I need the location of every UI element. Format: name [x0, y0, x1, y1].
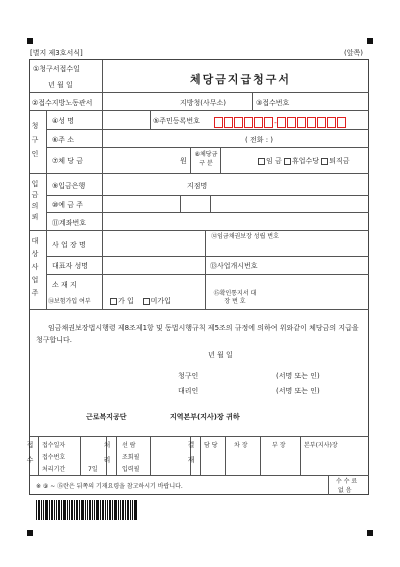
claimant-section-label: 청구인: [31, 121, 39, 164]
processing-deadline-value: 7일: [88, 466, 98, 473]
category-options: [258, 156, 350, 166]
joined-option-label: 가 입: [118, 297, 134, 305]
location-label: 소 재 지: [52, 281, 77, 289]
leave-allowance-checkbox[interactable]: [284, 158, 291, 165]
address-label: ⑥주 소: [52, 136, 75, 144]
joined-checkbox[interactable]: [110, 298, 117, 305]
barcode: [36, 500, 156, 520]
process-column-label: 처리: [103, 440, 111, 471]
agent-sign-field[interactable]: (서명 또는 인): [276, 387, 320, 395]
labor-office-label: ②접수지방노동관서: [32, 99, 93, 107]
wage-checkbox[interactable]: [258, 158, 265, 165]
receipt-date-label: 접수일자: [42, 442, 66, 449]
deposit-section-label: 입금의뢰: [31, 180, 39, 224]
selected-label: 선 람: [122, 442, 136, 449]
branch-label: 지점명: [187, 182, 208, 190]
branch-head-label: 본부(지사)장: [304, 442, 338, 449]
claimant-sign-field[interactable]: (서명 또는 인): [276, 372, 320, 380]
wage-option-label: 임 금: [266, 157, 282, 165]
corner-mark-top-right: [367, 38, 373, 44]
receipt-column-label: 접수: [26, 440, 34, 471]
won-unit: 원: [180, 157, 187, 165]
received-date-ymd: 년 월 일: [48, 81, 73, 89]
notice-text: ※ ⑨ ~ ⑮란은 뒤쪽의 기재요령을 참고하시기 바랍니다.: [36, 483, 183, 490]
name-label: ④성 명: [52, 117, 75, 125]
form-number-label: [별지 제3호서식]: [30, 49, 83, 57]
representative-name-label: 대표자 성명: [52, 262, 89, 270]
corner-mark-bottom-left: [27, 530, 33, 536]
processing-deadline-label: 처리기간: [42, 466, 66, 473]
corner-mark-top-left: [27, 38, 33, 44]
confirmation-number-label: ⑮확인통지서 대 장 번 호: [213, 290, 257, 305]
manager-label: 부 장: [272, 442, 286, 449]
staff-label: 담 당: [204, 442, 218, 449]
inquiry-label: 조회필: [122, 454, 140, 461]
request-received-date-label: ①청구서접수일: [33, 65, 80, 73]
sheet-side-label: (앞쪽): [344, 49, 363, 57]
retirement-checkbox[interactable]: [321, 158, 328, 165]
agent-signature-label: 대리인: [178, 387, 199, 395]
business-name-label: 사 업 장 명: [52, 241, 86, 249]
not-joined-option-label: 미가입: [150, 297, 171, 305]
claim-statement: 임금채권보장법시행령 제8조제1항 및 동법시행규칙 제5조의 규정에 의하여 위와같이 체당금의 지급을 청구합니다.: [36, 324, 359, 344]
deputy-label: 차 장: [234, 442, 248, 449]
approval-column-label: 결재: [187, 440, 195, 471]
addressee-branch: 지역본부(지사)장 귀하: [170, 413, 240, 421]
claim-form: [26, 59, 369, 495]
insurance-number-label: ⑫임금채권보장 성립 번호: [211, 233, 279, 240]
insurance-status-options: [110, 296, 171, 306]
employer-section-label: 대상사업주: [31, 237, 39, 302]
claim-date: 년 월 일: [208, 351, 233, 359]
business-start-number-label: ⑬사업개시번호: [210, 262, 258, 270]
fee-label: 수 수 료: [336, 478, 358, 485]
receipt-number-bottom-label: 접수번호: [42, 454, 66, 461]
resident-number-field[interactable]: -: [214, 112, 347, 131]
resident-number-label: ⑤주민등록번호: [153, 117, 200, 125]
retirement-option-label: 퇴직금: [329, 157, 350, 165]
account-number-label: ⑪계좌번호: [52, 219, 87, 227]
fee-value: 없 음: [338, 487, 352, 494]
account-holder-label: ⑩예 금 주: [52, 201, 84, 209]
receipt-number-label: ③접수번호: [256, 99, 290, 107]
leave-allowance-option-label: 휴업수당: [291, 157, 320, 165]
phone-field[interactable]: ( 전화 : ): [245, 136, 274, 144]
agency-name: 근로복지공단: [86, 413, 127, 421]
insurance-status-label: ⑭보험가입 여부: [48, 298, 91, 305]
corner-mark-bottom-right: [367, 530, 373, 536]
bank-label: ⑨입금은행: [52, 182, 86, 190]
claimant-signature-label: 청구인: [178, 372, 199, 380]
category-label: ⑧체당금 구 분: [194, 151, 218, 167]
not-joined-checkbox[interactable]: [143, 298, 150, 305]
labor-office-value: 지방청(사무소): [180, 99, 227, 107]
form-title: 체당금지급청구서: [190, 73, 292, 86]
confirmed-label: 입력필: [122, 466, 140, 473]
amount-label: ⑦체 당 금: [52, 157, 84, 165]
